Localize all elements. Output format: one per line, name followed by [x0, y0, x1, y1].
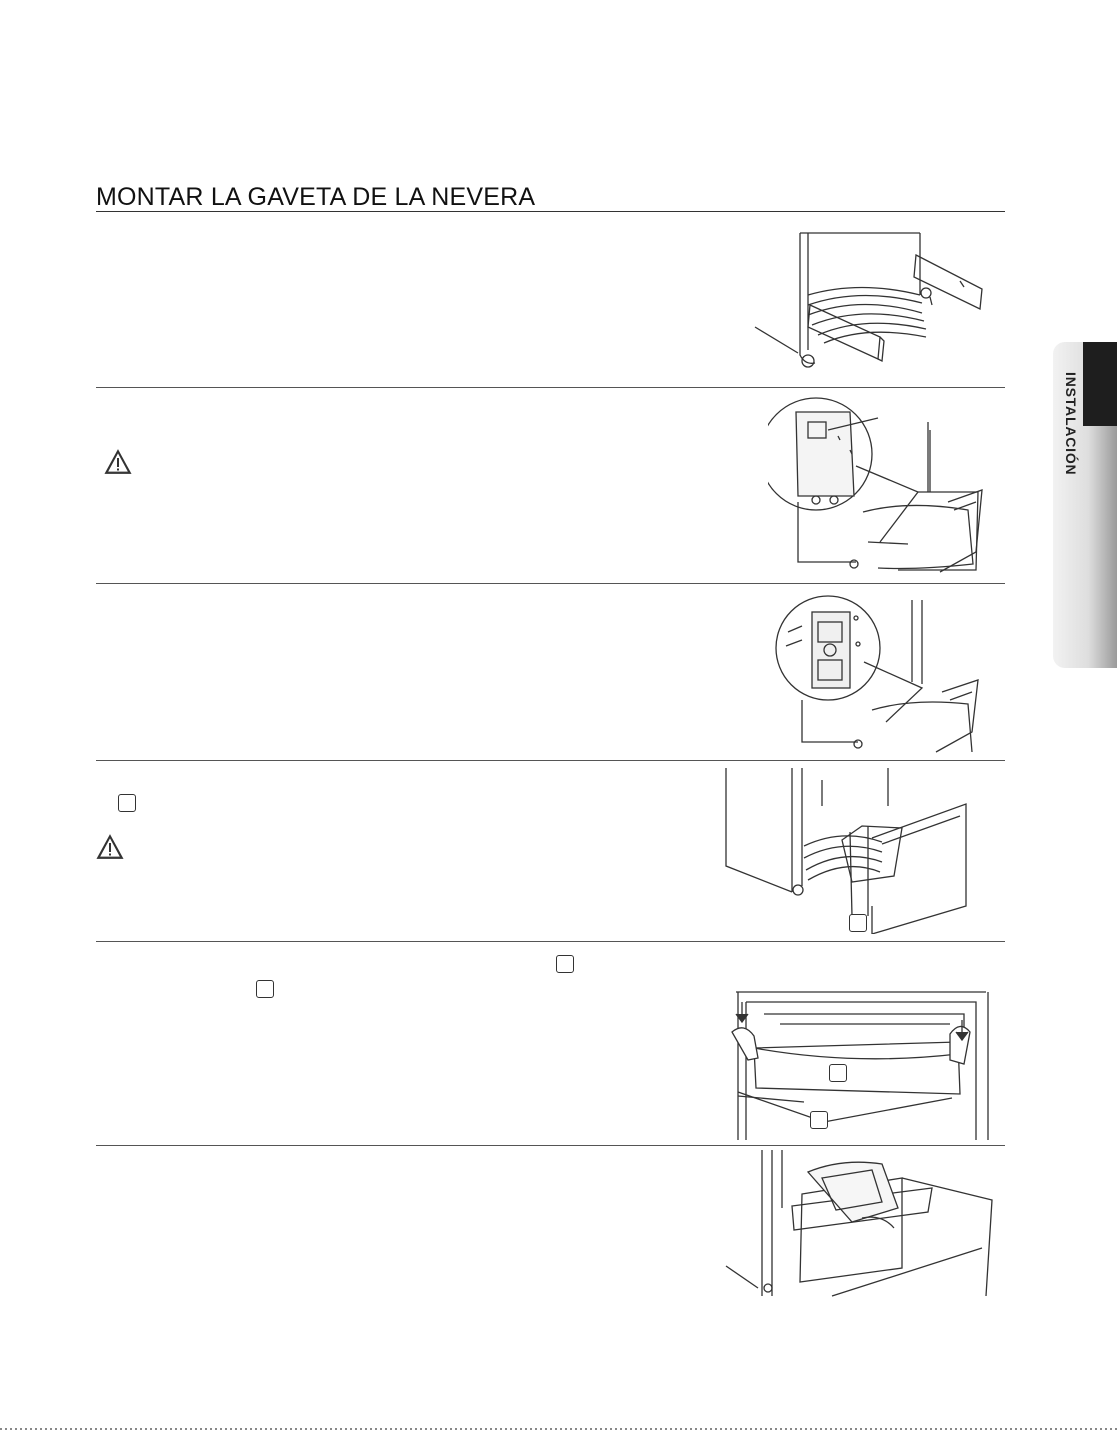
- step-6-illustration: [722, 1148, 998, 1298]
- callout-box: [256, 980, 274, 998]
- side-tab: [1053, 342, 1117, 668]
- separator: [96, 387, 1005, 388]
- step-3-illustration: [772, 592, 982, 754]
- section-title: MONTAR LA GAVETA DE LA NEVERA: [96, 183, 536, 211]
- step-2-illustration: [768, 392, 998, 577]
- callout-box: [556, 955, 574, 973]
- step-5-illustration: [724, 972, 996, 1142]
- step-1-illustration: [750, 225, 1000, 375]
- title-rule: [96, 211, 1005, 212]
- callout-box: [849, 914, 867, 932]
- side-tab-marker: [1083, 342, 1117, 426]
- callout-box: [810, 1111, 828, 1129]
- separator: [96, 1145, 1005, 1146]
- callout-box: [118, 794, 136, 812]
- separator: [96, 583, 1005, 584]
- step-4-illustration: [722, 766, 972, 934]
- footer-dots: [0, 1428, 1117, 1430]
- warning-icon: [104, 449, 132, 475]
- callout-box: [829, 1064, 847, 1082]
- separator: [96, 760, 1005, 761]
- separator: [96, 941, 1005, 942]
- warning-icon: [96, 834, 124, 860]
- side-tab-label: INSTALACIÓN: [1063, 372, 1079, 476]
